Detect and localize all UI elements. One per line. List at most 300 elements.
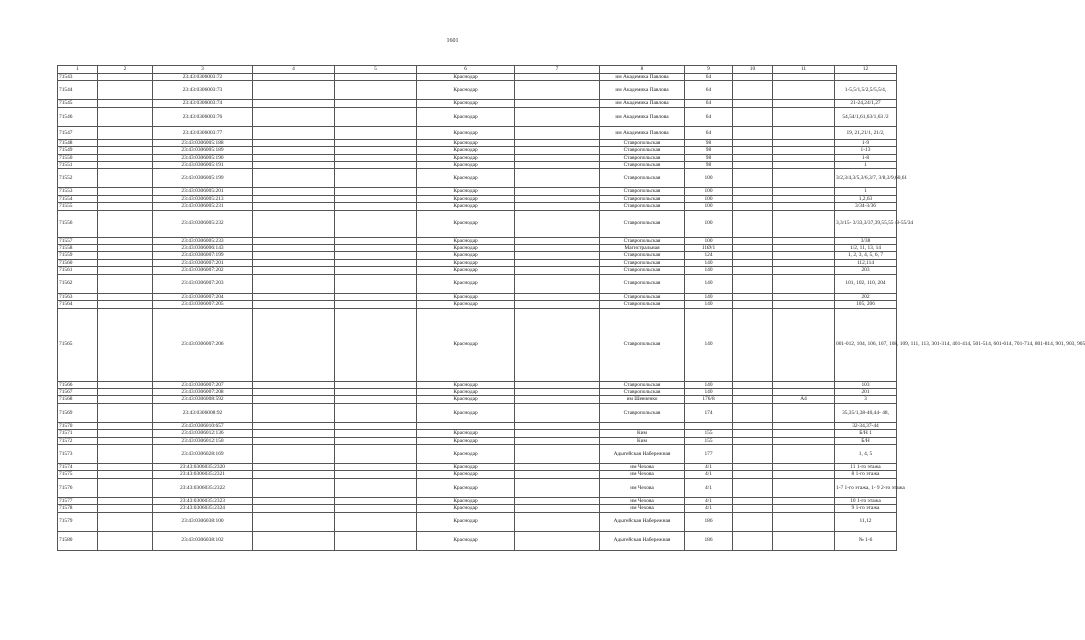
premises-cell: 11 1-го этажа <box>835 463 897 470</box>
record-number-cell: 71571 <box>58 430 98 437</box>
city-cell: Краснодар <box>417 237 515 244</box>
record-number-cell: 71554 <box>58 195 98 202</box>
building-cell <box>773 252 835 259</box>
city-cell: Краснодар <box>417 245 515 252</box>
house-cell: 64 <box>685 74 733 81</box>
street-cell: им Академика Павлова <box>600 126 685 139</box>
cadastral-number-cell: 23:43:0306007:207 <box>153 381 253 388</box>
empty-cell <box>733 252 773 259</box>
empty-cell <box>515 81 600 100</box>
empty-cell <box>335 139 417 146</box>
column-header: 1 <box>58 66 98 74</box>
cadastral-number-cell: 23:43:0306007:204 <box>153 293 253 300</box>
empty-cell <box>515 237 600 244</box>
empty-cell <box>335 437 417 444</box>
city-cell: Краснодар <box>417 252 515 259</box>
city-cell: Краснодар <box>417 162 515 169</box>
empty-cell <box>335 301 417 308</box>
building-cell <box>773 422 835 429</box>
premises-cell: 201 <box>835 388 897 395</box>
premises-cell: 1/2, 11, 13, 14 <box>835 245 897 252</box>
table-row <box>58 267 897 274</box>
table-row <box>58 463 897 470</box>
city-cell: Краснодар <box>417 512 515 531</box>
building-cell <box>773 139 835 146</box>
empty-cell <box>733 100 773 107</box>
empty-cell <box>335 403 417 422</box>
street-cell: Ставропольская <box>600 403 685 422</box>
empty-cell <box>515 430 600 437</box>
premises-cell: 112,114 <box>835 259 897 266</box>
registry-table <box>57 65 1085 551</box>
empty-cell <box>98 531 153 550</box>
empty-cell <box>515 388 600 395</box>
building-cell <box>773 308 835 381</box>
city-cell: Краснодар <box>417 74 515 81</box>
empty-cell <box>253 403 335 422</box>
house-cell: 4/1 <box>685 497 733 504</box>
empty-cell <box>335 267 417 274</box>
record-number-cell: 71566 <box>58 381 98 388</box>
cadastral-number-cell: 23:43:0306007:199 <box>153 252 253 259</box>
empty-cell <box>253 471 335 478</box>
empty-cell <box>253 203 335 210</box>
empty-cell <box>515 301 600 308</box>
premises-cell: 1-13 <box>835 147 897 154</box>
empty-cell <box>335 188 417 195</box>
empty-cell <box>98 381 153 388</box>
street-cell: им Чехова <box>600 471 685 478</box>
building-cell <box>773 388 835 395</box>
empty-cell <box>98 388 153 395</box>
house-cell: 100 <box>685 195 733 202</box>
table-row <box>58 381 897 388</box>
empty-cell <box>733 210 773 237</box>
cadastral-number-cell: 23:43:0306003:76 <box>153 107 253 126</box>
empty-cell <box>515 444 600 463</box>
table-row <box>58 126 897 139</box>
empty-cell <box>335 430 417 437</box>
empty-cell <box>515 147 600 154</box>
premises-cell: 101, 102, 110, 204 <box>835 274 897 293</box>
premises-cell: 1-8 <box>835 154 897 161</box>
empty-cell <box>253 505 335 512</box>
empty-cell <box>98 107 153 126</box>
street-cell: Ставропольская <box>600 267 685 274</box>
empty-cell <box>335 252 417 259</box>
empty-cell <box>733 147 773 154</box>
empty-cell <box>98 396 153 403</box>
empty-cell <box>98 210 153 237</box>
house-cell: 64 <box>685 107 733 126</box>
empty-cell <box>733 245 773 252</box>
empty-cell <box>335 505 417 512</box>
building-cell <box>773 126 835 139</box>
empty-cell <box>733 437 773 444</box>
empty-cell <box>335 471 417 478</box>
empty-cell <box>515 531 600 550</box>
empty-cell <box>98 162 153 169</box>
empty-cell <box>253 259 335 266</box>
house-cell: 98 <box>685 139 733 146</box>
empty-cell <box>253 301 335 308</box>
house-cell: 100 <box>685 188 733 195</box>
record-number-cell: 71544 <box>58 81 98 100</box>
record-number-cell: 71567 <box>58 388 98 395</box>
cadastral-number-cell: 23:43:0306008:592 <box>153 396 253 403</box>
cadastral-number-cell: 23:43:0306007:205 <box>153 301 253 308</box>
empty-cell <box>253 81 335 100</box>
premises-cell: 1 <box>835 188 897 195</box>
empty-cell <box>98 471 153 478</box>
cadastral-number-cell: 23:43:0306008:92 <box>153 403 253 422</box>
empty-cell <box>515 422 600 429</box>
city-cell: Краснодар <box>417 126 515 139</box>
city-cell: Краснодар <box>417 293 515 300</box>
header-row <box>58 66 897 74</box>
building-cell <box>773 274 835 293</box>
empty-cell <box>335 74 417 81</box>
record-number-cell: 71550 <box>58 154 98 161</box>
table-row <box>58 139 897 146</box>
empty-cell <box>733 505 773 512</box>
building-cell <box>773 505 835 512</box>
table-row <box>58 471 897 478</box>
empty-cell <box>98 274 153 293</box>
empty-cell <box>335 237 417 244</box>
empty-cell <box>98 188 153 195</box>
empty-cell <box>335 147 417 154</box>
building-cell <box>773 245 835 252</box>
empty-cell <box>335 422 417 429</box>
table-row <box>58 74 897 81</box>
house-cell: 4/1 <box>685 478 733 497</box>
table-row <box>58 154 897 161</box>
house-cell: 155 <box>685 437 733 444</box>
building-cell <box>773 430 835 437</box>
table-row <box>58 308 897 381</box>
empty-cell <box>733 388 773 395</box>
empty-cell <box>515 107 600 126</box>
city-cell: Краснодар <box>417 259 515 266</box>
empty-cell <box>733 188 773 195</box>
cadastral-number-cell: 23:43:0306006:143 <box>153 245 253 252</box>
empty-cell <box>335 381 417 388</box>
empty-cell <box>253 267 335 274</box>
record-number-cell: 71576 <box>58 478 98 497</box>
empty-cell <box>253 169 335 188</box>
city-cell: Краснодар <box>417 444 515 463</box>
city-cell: Краснодар <box>417 169 515 188</box>
table-row <box>58 478 897 497</box>
cadastral-number-cell: 23:43:0306007:201 <box>153 259 253 266</box>
building-cell <box>773 81 835 100</box>
cadastral-number-cell: 23:43:0306007:202 <box>153 267 253 274</box>
record-number-cell: 71562 <box>58 274 98 293</box>
empty-cell <box>515 162 600 169</box>
cadastral-number-cell: 23:43:0306005:188 <box>153 139 253 146</box>
empty-cell <box>515 210 600 237</box>
empty-cell <box>335 512 417 531</box>
cadastral-number-cell: 23:43:0306005:199 <box>153 169 253 188</box>
city-cell: Краснодар <box>417 188 515 195</box>
empty-cell <box>253 195 335 202</box>
record-number-cell: 71564 <box>58 301 98 308</box>
premises-cell: 001-012, 104, 106, 107, 108, 109, 111, 113, 301-314, 401-414, 501-514, 601-614, 701-714, 801-814, 901, 903, 905 <box>835 308 897 381</box>
record-number-cell: 71565 <box>58 308 98 381</box>
empty-cell <box>515 471 600 478</box>
premises-cell: 3/38 <box>835 237 897 244</box>
building-cell <box>773 147 835 154</box>
empty-cell <box>335 444 417 463</box>
street-cell: Ставропольская <box>600 195 685 202</box>
empty-cell <box>98 267 153 274</box>
house-cell: 140 <box>685 381 733 388</box>
empty-cell <box>98 444 153 463</box>
premises-cell: 105, 206 <box>835 301 897 308</box>
building-cell <box>773 497 835 504</box>
empty-cell <box>515 308 600 381</box>
street-cell: Ставропольская <box>600 381 685 388</box>
empty-cell <box>733 403 773 422</box>
building-cell <box>773 210 835 237</box>
street-cell: Ставропольская <box>600 210 685 237</box>
building-cell <box>773 107 835 126</box>
building-cell <box>773 259 835 266</box>
cadastral-number-cell: 23:43:0306035:2323 <box>153 497 253 504</box>
cadastral-number-cell: 23:43:0306005:233 <box>153 237 253 244</box>
street-cell: им Чехова <box>600 505 685 512</box>
table-row <box>58 505 897 512</box>
record-number-cell: 71580 <box>58 531 98 550</box>
street-cell: Ким <box>600 437 685 444</box>
premises-cell: 203 <box>835 267 897 274</box>
street-cell: Адыгейская Набережная <box>600 531 685 550</box>
empty-cell <box>515 100 600 107</box>
street-cell: им Чехова <box>600 478 685 497</box>
premises-cell: Б/Н <box>835 437 897 444</box>
house-cell: 4/1 <box>685 463 733 470</box>
column-header: 11 <box>773 66 835 74</box>
table-row <box>58 245 897 252</box>
empty-cell <box>335 478 417 497</box>
house-cell: 140 <box>685 259 733 266</box>
table-row <box>58 237 897 244</box>
premises-cell <box>835 74 897 81</box>
record-number-cell: 71572 <box>58 437 98 444</box>
empty-cell <box>733 422 773 429</box>
house-cell: 186 <box>685 531 733 550</box>
empty-cell <box>98 430 153 437</box>
empty-cell <box>335 162 417 169</box>
empty-cell <box>253 274 335 293</box>
building-cell <box>773 154 835 161</box>
empty-cell <box>733 154 773 161</box>
record-number-cell: 71577 <box>58 497 98 504</box>
column-header: 10 <box>733 66 773 74</box>
empty-cell <box>733 444 773 463</box>
empty-cell <box>98 147 153 154</box>
empty-cell <box>98 154 153 161</box>
empty-cell <box>98 301 153 308</box>
building-cell <box>773 531 835 550</box>
street-cell <box>600 422 685 429</box>
cadastral-number-cell: 23:43:0306005:201 <box>153 188 253 195</box>
city-cell: Краснодар <box>417 195 515 202</box>
column-header: 2 <box>98 66 153 74</box>
city-cell: Краснодар <box>417 430 515 437</box>
page-number: 1601 <box>446 38 459 44</box>
empty-cell <box>253 74 335 81</box>
house-cell: 100 <box>685 237 733 244</box>
city-cell: Краснодар <box>417 267 515 274</box>
empty-cell <box>515 403 600 422</box>
empty-cell <box>515 203 600 210</box>
record-number-cell: 71561 <box>58 267 98 274</box>
record-number-cell: 71543 <box>58 74 98 81</box>
empty-cell <box>253 252 335 259</box>
cadastral-number-cell: 23:43:0306003:77 <box>153 126 253 139</box>
empty-cell <box>515 154 600 161</box>
empty-cell <box>335 259 417 266</box>
street-cell: Ставропольская <box>600 162 685 169</box>
empty-cell <box>515 267 600 274</box>
house-cell: 4/1 <box>685 471 733 478</box>
premises-cell: 21-24,24/1,27 <box>835 100 897 107</box>
empty-cell <box>98 512 153 531</box>
cadastral-number-cell: 23:43:0306005:190 <box>153 154 253 161</box>
table-row <box>58 403 897 422</box>
empty-cell <box>515 245 600 252</box>
table-row <box>58 396 897 403</box>
table-row <box>58 188 897 195</box>
record-number-cell: 71575 <box>58 471 98 478</box>
empty-cell <box>733 274 773 293</box>
table-row <box>58 195 897 202</box>
cadastral-number-cell: 23:43:0306005:191 <box>153 162 253 169</box>
empty-cell <box>515 259 600 266</box>
table-row <box>58 422 897 429</box>
street-cell: им Академика Павлова <box>600 107 685 126</box>
column-header: 8 <box>600 66 685 74</box>
empty-cell <box>98 203 153 210</box>
empty-cell <box>515 437 600 444</box>
record-number-cell: 71569 <box>58 403 98 422</box>
record-number-cell: 71549 <box>58 147 98 154</box>
house-cell: 186 <box>685 512 733 531</box>
cadastral-number-cell: 23:43:0306007:206 <box>153 308 253 381</box>
house-cell: 140 <box>685 388 733 395</box>
building-cell <box>773 478 835 497</box>
building-cell <box>773 100 835 107</box>
cadastral-number-cell: 23:43:0306005:231 <box>153 203 253 210</box>
table-row <box>58 100 897 107</box>
street-cell: Ставропольская <box>600 274 685 293</box>
empty-cell <box>335 169 417 188</box>
empty-cell <box>335 154 417 161</box>
empty-cell <box>733 162 773 169</box>
house-cell: 100 <box>685 169 733 188</box>
table-row <box>58 81 897 100</box>
table-row <box>58 259 897 266</box>
empty-cell <box>98 478 153 497</box>
street-cell: Ставропольская <box>600 293 685 300</box>
house-cell: 140 <box>685 274 733 293</box>
house-cell: 140 <box>685 293 733 300</box>
building-cell <box>773 195 835 202</box>
house-cell: 140 <box>685 267 733 274</box>
city-cell: Краснодар <box>417 388 515 395</box>
street-cell: Ставропольская <box>600 259 685 266</box>
empty-cell <box>335 81 417 100</box>
house-cell: 140 <box>685 308 733 381</box>
premises-cell: 9 1-го этажа <box>835 505 897 512</box>
empty-cell <box>733 237 773 244</box>
street-cell: Ставропольская <box>600 252 685 259</box>
empty-cell <box>733 195 773 202</box>
city-cell: Краснодар <box>417 100 515 107</box>
column-header: 12 <box>835 66 897 74</box>
empty-cell <box>98 437 153 444</box>
city-cell: Краснодар <box>417 147 515 154</box>
premises-cell: 8 1-го этажа <box>835 471 897 478</box>
premises-cell: 35,35/1,38-40,44- 48, <box>835 403 897 422</box>
premises-cell: 3 <box>835 396 897 403</box>
empty-cell <box>253 396 335 403</box>
table-row <box>58 107 897 126</box>
empty-cell <box>253 293 335 300</box>
street-cell: им Академика Павлова <box>600 100 685 107</box>
empty-cell <box>253 308 335 381</box>
premises-cell: 10 1-го этажа <box>835 497 897 504</box>
empty-cell <box>253 512 335 531</box>
house-cell: 140 <box>685 301 733 308</box>
building-cell <box>773 237 835 244</box>
premises-cell: 1, 2, 3, 4, 5, 6, 7 <box>835 252 897 259</box>
cadastral-number-cell: 23:43:0306005:213 <box>153 195 253 202</box>
street-cell: Ким <box>600 430 685 437</box>
house-cell: 4/1 <box>685 505 733 512</box>
street-cell: Ставропольская <box>600 301 685 308</box>
building-cell <box>773 301 835 308</box>
cadastral-number-cell: 23:43:0306035:2321 <box>153 471 253 478</box>
empty-cell <box>335 107 417 126</box>
record-number-cell: 71563 <box>58 293 98 300</box>
street-cell: Ставропольская <box>600 147 685 154</box>
empty-cell <box>98 422 153 429</box>
building-cell <box>773 463 835 470</box>
record-number-cell: 71555 <box>58 203 98 210</box>
premises-cell: 1,2,63 <box>835 195 897 202</box>
empty-cell <box>733 308 773 381</box>
empty-cell <box>515 293 600 300</box>
street-cell: Ставропольская <box>600 308 685 381</box>
street-cell: Ставропольская <box>600 169 685 188</box>
record-number-cell: 71556 <box>58 210 98 237</box>
premises-cell: 32-34,37-44 <box>835 422 897 429</box>
empty-cell <box>733 512 773 531</box>
table-row <box>58 437 897 444</box>
table-body <box>58 74 1085 551</box>
empty-cell <box>335 463 417 470</box>
empty-cell <box>253 497 335 504</box>
cadastral-number-cell: 23:43:0306035:2324 <box>153 505 253 512</box>
cadastral-number-cell: 23:43:0306005:232 <box>153 210 253 237</box>
city-cell: Краснодар <box>417 308 515 381</box>
empty-cell <box>253 463 335 470</box>
street-cell: им Академика Павлова <box>600 81 685 100</box>
empty-cell <box>253 107 335 126</box>
